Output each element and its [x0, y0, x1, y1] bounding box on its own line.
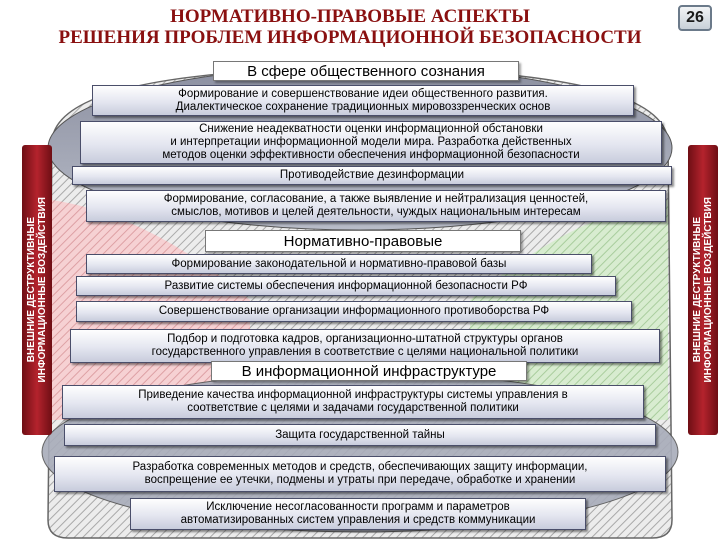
- item-text-line: Развитие системы обеспечения информационной безопасности РФ: [164, 279, 528, 292]
- item-state-secret: [64, 424, 656, 446]
- item-text-line: Защита государственной тайны: [275, 428, 445, 441]
- item-legal-base: [86, 254, 592, 274]
- page-title-line-1: НОРМАТИВНО-ПРАВОВЫЕ АСПЕКТЫ: [170, 6, 530, 27]
- left-label-line-2: ИНФОРМАЦИОННЫЕ ВОЗДЕЙСТВИЯ: [37, 197, 48, 383]
- right-external-influences-label: [688, 145, 718, 435]
- page-number-badge: 26: [678, 5, 712, 31]
- item-text-line: Исключение несогласованности программ и параметров: [206, 501, 510, 513]
- item-text-line: Разработка современных методов и средств, обеспечивающих защиту информации,: [132, 461, 588, 473]
- infrastructure-header: В информационной инфраструктуре: [211, 361, 527, 381]
- item-text-line: Совершенствование организации информационного противоборства РФ: [158, 305, 550, 317]
- left-external-influences-label: [22, 145, 52, 435]
- item-text-line: Диалектическое сохранение традиционных мировоззренческих основ: [175, 100, 551, 113]
- right-label-line-2: ИНФОРМАЦИОННЫЕ ВОЗДЕЙСТВИЯ: [703, 197, 714, 383]
- item-infrastructure-quality: [62, 385, 644, 419]
- public-sphere-header: В сфере общественного сознания: [213, 61, 519, 81]
- item-values-formation: [86, 190, 666, 222]
- right-label-line-1: ВНЕШНИЕ ДЕСТРУКТИВНЫЕ: [692, 217, 703, 363]
- item-text-line: соответствие с целями и задачами государственной политики: [187, 402, 519, 414]
- item-counter-disinformation: [72, 166, 672, 185]
- legal-header: Нормативно-правовые: [205, 230, 521, 252]
- item-text-line: Подбор и подготовка кадров, организационно-штатной структуры органов: [167, 333, 563, 345]
- left-label-line-1: ВНЕШНИЕ ДЕСТРУКТИВНЫЕ: [26, 217, 37, 363]
- item-assessment-adequacy: [80, 121, 662, 164]
- item-personnel-training: [70, 329, 660, 363]
- item-text-line: смыслов, мотивов и целей деятельности, чуждых национальным интересам: [171, 206, 581, 218]
- item-text-line: Приведение качества информационной инфраструктуры системы управления в: [138, 389, 568, 401]
- item-security-system: [76, 276, 616, 296]
- item-text-line: Формирование законодательной и нормативно-правовой базы: [171, 257, 507, 270]
- item-public-development: [92, 85, 634, 116]
- item-information-confrontation: [76, 301, 632, 322]
- item-text-line: автоматизированных систем управления и средств коммуникации: [180, 514, 536, 526]
- item-protection-methods: [54, 456, 666, 492]
- item-text-line: Снижение неадекватности оценки информационной обстановки: [199, 123, 543, 135]
- page-title: [30, 6, 670, 48]
- item-text-line: Формирование и совершенствование идеи общественного развития.: [178, 87, 548, 100]
- item-text-line: воспрещение ее утечки, подмены и утраты при передаче, обработке и хранении: [144, 474, 576, 486]
- item-text-line: методов оценки эффективности обеспечения информационной безопасности: [162, 149, 580, 161]
- item-program-consistency: [130, 498, 586, 530]
- item-text-line: Формирование, согласование, а также выявление и нейтрализация ценностей,: [163, 193, 589, 205]
- page-title-line-2: РЕШЕНИЯ ПРОБЛЕМ ИНФОРМАЦИОННОЙ БЕЗОПАСНОСТИ: [58, 27, 642, 48]
- item-text-line: государственного управления в соответствие с целями национальной политики: [151, 346, 579, 358]
- item-text-line: и интерпретации информационной модели мира. Разработка действенных: [170, 136, 572, 148]
- item-text-line: Противодействие дезинформации: [279, 169, 465, 181]
